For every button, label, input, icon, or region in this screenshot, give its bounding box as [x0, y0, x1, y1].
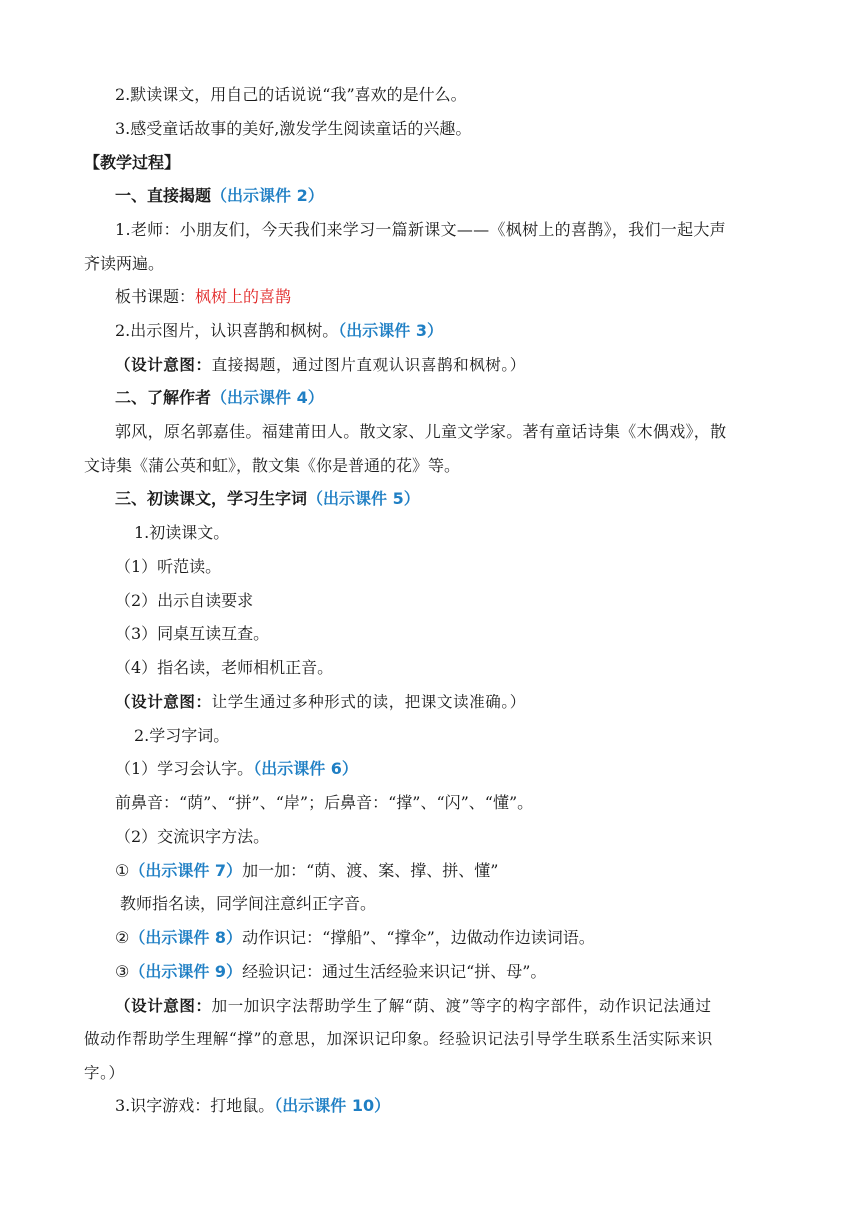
- paragraph-teacher-intro: 1.老师：小朋友们，今天我们来学习一篇新课文——《枫树上的喜鹊》，我们一起大声: [115, 220, 726, 239]
- method-1-note: 教师指名读，同学间注意纠正字音。: [120, 894, 377, 913]
- paragraph-teacher-intro-cont: 齐读两遍。: [84, 254, 165, 273]
- section-heading-process: 【教学过程】: [84, 153, 181, 172]
- design-intent-text: 加一加识字法帮助学生了解“荫、渡”等字的构字部件，动作识记法通过: [211, 997, 712, 1015]
- author-paragraph-cont: 文诗集《蒲公英和虹》，散文集《你是普通的花》等。: [84, 456, 461, 475]
- read-step-3: （3）同桌互读互查。: [115, 624, 270, 643]
- objective-item-2: 2.默读课文，用自己的话说说“我”喜欢的是什么。: [115, 85, 467, 104]
- method-3-text: 经验识记：通过生活经验来识记“拼、母”。: [242, 962, 547, 981]
- courseware-ref: （出示课件 4）: [211, 388, 324, 407]
- author-paragraph: 郭风，原名郭嘉佳。福建莆田人。散文家、儿童文学家。著有童话诗集《木偶戏》，散: [115, 422, 727, 441]
- objective-item-3: 3.感受童话故事的美好,激发学生阅读童话的兴趣。: [115, 119, 472, 138]
- design-intent-text: 直接揭题，通过图片直观认识喜鹊和枫树。）: [211, 356, 526, 374]
- board-title: 枫树上的喜鹊: [195, 287, 292, 306]
- section-1-heading-line: [115, 185, 324, 207]
- design-intent-text: 让学生通过多种形式的读，把课文读准确。）: [211, 693, 526, 711]
- design-intent-1: [115, 354, 526, 376]
- method-3-mark: ③: [115, 962, 130, 981]
- courseware-ref: （出示课件 2）: [211, 186, 324, 205]
- design-intent-3-end: 字。）: [84, 1064, 125, 1082]
- method-2-line: [115, 927, 595, 949]
- word-game-text: 3.识字游戏：打地鼠。: [115, 1096, 275, 1115]
- method-1-mark: ①: [115, 861, 130, 880]
- design-intent-label: （设计意图：: [115, 692, 212, 711]
- section-2-heading-line: [115, 387, 324, 409]
- courseware-ref: （出示课件 9）: [129, 962, 243, 981]
- courseware-ref: （出示课件 5）: [307, 489, 420, 508]
- method-1-line: [115, 860, 498, 882]
- read-step-1: （1）听范读。: [115, 557, 222, 576]
- method-3-line: [115, 961, 546, 983]
- design-intent-label: （设计意图：: [115, 996, 212, 1015]
- courseware-ref: （出示课件 10）: [274, 1096, 391, 1115]
- board-title-line: [115, 286, 291, 308]
- learn-chars-line: [115, 758, 358, 780]
- courseware-ref: （出示课件 7）: [129, 861, 243, 880]
- method-2-text: 动作识记：“撑船”、“撑伞”，边做动作边读词语。: [242, 928, 595, 947]
- section-3-heading: 三、初读课文，学习生字词: [115, 489, 308, 508]
- section-2-heading: 二、了解作者: [115, 388, 212, 407]
- paragraph-text: 2.出示图片，认识喜鹊和枫树。: [115, 321, 339, 340]
- design-intent-label: （设计意图：: [115, 355, 212, 374]
- courseware-ref: （出示课件 8）: [129, 928, 243, 947]
- courseware-ref: （出示课件 3）: [338, 321, 443, 340]
- paragraph-show-picture: [115, 320, 443, 342]
- methods-title: （2）交流识字方法。: [115, 827, 270, 846]
- read-step-2: （2）出示自读要求: [115, 591, 254, 610]
- learn-chars-text: （1）学习会认字。: [115, 759, 254, 778]
- read-step-4: （4）指名读，老师相机正音。: [115, 658, 334, 677]
- design-intent-3-cont: 做动作帮助学生理解“撑”的意思，加深识记印象。经验识记法引导学生联系生活实际来识: [84, 1030, 713, 1048]
- nasal-sounds-line: 前鼻音：“荫”、“拼”、“岸”；后鼻音：“撑”、“闪”、“懂”。: [115, 793, 534, 812]
- board-title-label: 板书课题：: [115, 287, 196, 306]
- method-1-text: 加一加：“荫、渡、案、撑、拼、懂”: [242, 861, 499, 880]
- word-game-line: [115, 1095, 390, 1117]
- courseware-ref: （出示课件 6）: [253, 759, 358, 778]
- design-intent-2: [115, 691, 526, 713]
- learn-words-title: 2.学习字词。: [134, 726, 230, 745]
- section-1-heading: 一、直接揭题: [115, 186, 212, 205]
- read-text-title: 1.初读课文。: [134, 523, 230, 542]
- design-intent-3: [115, 995, 712, 1017]
- section-3-heading-line: [115, 488, 420, 510]
- method-2-mark: ②: [115, 928, 130, 947]
